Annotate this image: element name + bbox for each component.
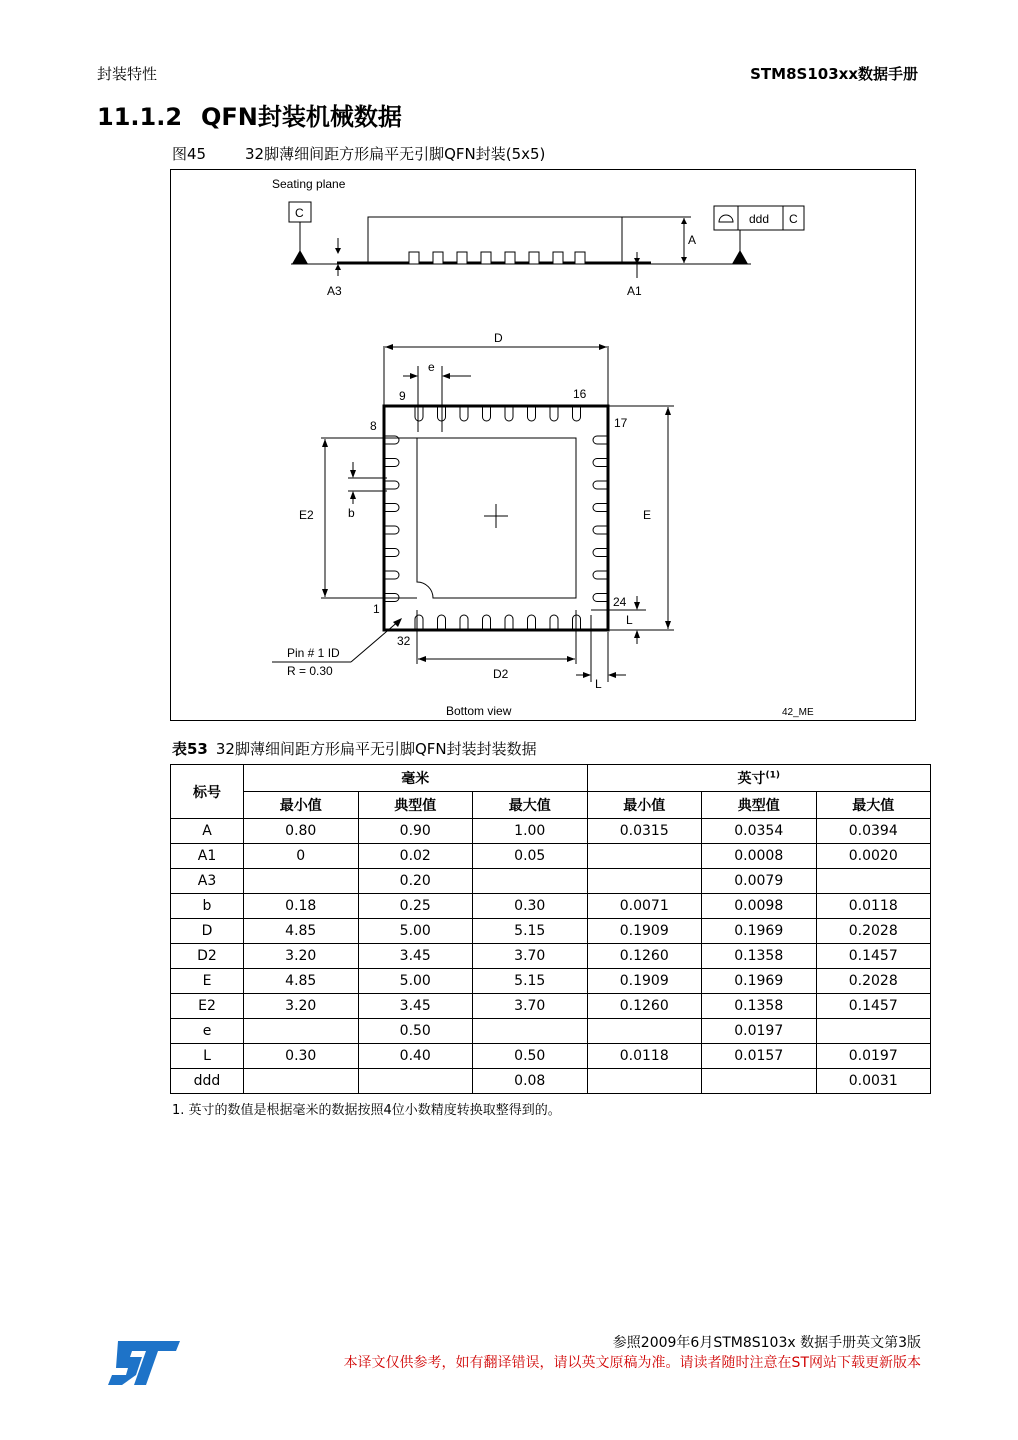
inch-footnote-mark: (1): [765, 770, 780, 781]
section-number: 11.1.2: [97, 103, 183, 131]
value-cell: 1.00: [473, 819, 588, 844]
value-cell: 0.80: [244, 819, 359, 844]
datum-c-label: C: [295, 206, 304, 220]
value-cell: 0.0098: [702, 894, 817, 919]
pad: [593, 594, 607, 602]
value-cell: 0.50: [473, 1044, 588, 1069]
symbol-cell: E2: [171, 994, 244, 1019]
pad: [385, 436, 399, 444]
tolerance-ddd-label: ddd: [749, 212, 770, 226]
inch-min-header: 最小值: [587, 792, 702, 819]
value-cell: 0.1457: [816, 994, 931, 1019]
figure-label: 图45: [172, 145, 207, 163]
value-cell: [473, 869, 588, 894]
symbol-cell: A1: [171, 844, 244, 869]
value-cell: 0.90: [358, 819, 473, 844]
seating-plane-label: Seating plane: [272, 177, 346, 191]
value-cell: 0.0118: [816, 894, 931, 919]
dim-d-label: D: [494, 331, 503, 345]
value-cell: 0.30: [473, 894, 588, 919]
symbol-cell: A3: [171, 869, 244, 894]
value-cell: 0.1260: [587, 994, 702, 1019]
pin-16-label: 16: [573, 387, 587, 401]
mm-typ-header: 典型值: [358, 792, 473, 819]
pad: [573, 407, 581, 421]
table-row: [171, 994, 931, 1019]
mm-header: 毫米: [244, 765, 588, 792]
dim-d2-label: D2: [493, 667, 509, 681]
symbol-cell: e: [171, 1019, 244, 1044]
value-cell: 0.2028: [816, 919, 931, 944]
section-heading: [97, 97, 402, 132]
value-cell: 0.40: [358, 1044, 473, 1069]
symbol-cell: E: [171, 969, 244, 994]
value-cell: 0.18: [244, 894, 359, 919]
pad: [483, 615, 491, 629]
package-data-table: [170, 764, 931, 1094]
inch-max-header: 最大值: [816, 792, 931, 819]
value-cell: 3.45: [358, 994, 473, 1019]
pad: [415, 615, 423, 629]
pin-1-label: 1: [373, 602, 380, 616]
value-cell: 4.85: [244, 969, 359, 994]
bottom-view-label: Bottom view: [446, 704, 512, 718]
pad: [528, 407, 536, 421]
value-cell: 0.0071: [587, 894, 702, 919]
inch-typ-header: 典型值: [702, 792, 817, 819]
pad: [385, 526, 399, 534]
figure-caption: [172, 143, 545, 164]
value-cell: 0.02: [358, 844, 473, 869]
pad: [483, 407, 491, 421]
value-cell: 0.1969: [702, 969, 817, 994]
value-cell: 0.1909: [587, 919, 702, 944]
symbol-cell: b: [171, 894, 244, 919]
value-cell: 0.2028: [816, 969, 931, 994]
value-cell: 0.0118: [587, 1044, 702, 1069]
seating-triangle-right: [732, 250, 748, 264]
table-row: [171, 1069, 931, 1094]
value-cell: 3.45: [358, 944, 473, 969]
pin-17-label: 17: [614, 416, 628, 430]
mm-min-header: 最小值: [244, 792, 359, 819]
pad: [550, 407, 558, 421]
value-cell: 0.25: [358, 894, 473, 919]
value-cell: 0.0157: [702, 1044, 817, 1069]
pad: [385, 571, 399, 579]
mm-max-header: 最大值: [473, 792, 588, 819]
value-cell: [587, 1019, 702, 1044]
value-cell: [244, 869, 359, 894]
value-cell: 0.08: [473, 1069, 588, 1094]
value-cell: 5.00: [358, 969, 473, 994]
pad: [385, 549, 399, 557]
header-section-name: 封装特性: [97, 65, 158, 83]
pad: [385, 504, 399, 512]
pad: [460, 407, 468, 421]
header-document-title: STM8S103xx数据手册: [750, 65, 918, 83]
section-title: QFN封装机械数据: [201, 103, 402, 131]
pad: [593, 481, 607, 489]
table-label: 表53: [172, 740, 208, 758]
value-cell: [816, 869, 931, 894]
value-cell: 0.50: [358, 1019, 473, 1044]
pin-24-label: 24: [613, 595, 627, 609]
value-cell: 5.15: [473, 969, 588, 994]
table-row: [171, 1019, 931, 1044]
symbol-cell: D2: [171, 944, 244, 969]
dim-e2-label: E2: [299, 508, 314, 522]
value-cell: 0.0354: [702, 819, 817, 844]
symbol-header: 标号: [171, 765, 244, 819]
table-row: [171, 1044, 931, 1069]
dim-big-e-label: E: [643, 508, 652, 522]
value-cell: [587, 844, 702, 869]
pin1-radius-label: R = 0.30: [287, 664, 333, 678]
pad: [593, 504, 607, 512]
pad: [593, 549, 607, 557]
dim-e-pitch-label: e: [428, 360, 435, 374]
table-footnote: 1. 英寸的数值是根据毫米的数据按照4位小数精度转换取整得到的。: [172, 1103, 561, 1118]
table-caption: [172, 738, 537, 759]
value-cell: 3.20: [244, 994, 359, 1019]
flatness-icon: [719, 215, 733, 222]
pad: [550, 615, 558, 629]
value-cell: [244, 1069, 359, 1094]
dim-b-label: b: [348, 506, 355, 520]
tolerance-datum-c-label: C: [789, 212, 798, 226]
pad: [415, 407, 423, 421]
table-row: [171, 844, 931, 869]
pad: [593, 571, 607, 579]
qfn-package-drawing: [170, 169, 916, 721]
pin-9-label: 9: [399, 389, 406, 403]
value-cell: 0.1358: [702, 944, 817, 969]
value-cell: 3.70: [473, 994, 588, 1019]
table-caption-text: 32脚薄细间距方形扁平无引脚QFN封装封装数据: [215, 740, 537, 758]
value-cell: 3.70: [473, 944, 588, 969]
dim-a3-label: A3: [327, 284, 342, 298]
value-cell: 0.0008: [702, 844, 817, 869]
value-cell: 0.1457: [816, 944, 931, 969]
pad: [385, 459, 399, 467]
table-row: [171, 919, 931, 944]
table-body: [171, 819, 931, 1094]
inch-header: 英寸$^{(1)}$: [587, 765, 931, 792]
footer-reference: 参照2009年6月STM8S103x 数据手册英文第3版: [612, 1335, 921, 1351]
value-cell: 0.0079: [702, 869, 817, 894]
value-cell: 3.20: [244, 944, 359, 969]
value-cell: 0.1969: [702, 919, 817, 944]
value-cell: 0.20: [358, 869, 473, 894]
value-cell: [473, 1019, 588, 1044]
st-logo: [108, 1338, 182, 1388]
table-row: [171, 869, 931, 894]
pad: [505, 407, 513, 421]
dim-l-bottom-label: L: [595, 677, 602, 691]
value-cell: 0.1260: [587, 944, 702, 969]
value-cell: [358, 1069, 473, 1094]
pad: [460, 615, 468, 629]
dim-a-label: A: [688, 233, 697, 247]
table-row: [171, 819, 931, 844]
table-row: [171, 944, 931, 969]
pad: [593, 436, 607, 444]
table-row: [171, 969, 931, 994]
pin1-id-label: Pin # 1 ID: [287, 646, 340, 660]
symbol-cell: ddd: [171, 1069, 244, 1094]
value-cell: 0.30: [244, 1044, 359, 1069]
value-cell: [702, 1069, 817, 1094]
drawing-code-label: 42_ME: [782, 707, 814, 718]
value-cell: 0.1909: [587, 969, 702, 994]
pad: [593, 526, 607, 534]
symbol-cell: L: [171, 1044, 244, 1069]
value-cell: 0.0197: [702, 1019, 817, 1044]
pad: [593, 459, 607, 467]
pad: [528, 615, 536, 629]
value-cell: 0: [244, 844, 359, 869]
symbol-cell: A: [171, 819, 244, 844]
pad: [438, 615, 446, 629]
value-cell: [587, 1069, 702, 1094]
figure-caption-text: 32脚薄细间距方形扁平无引脚QFN封装(5x5): [245, 145, 546, 163]
pin-8-label: 8: [370, 419, 377, 433]
table-row: [171, 894, 931, 919]
value-cell: 0.0031: [816, 1069, 931, 1094]
value-cell: 5.00: [358, 919, 473, 944]
value-cell: 0.05: [473, 844, 588, 869]
pad: [385, 481, 399, 489]
seating-triangle-left: [292, 250, 308, 264]
value-cell: [816, 1019, 931, 1044]
value-cell: 4.85: [244, 919, 359, 944]
value-cell: 0.0020: [816, 844, 931, 869]
value-cell: 0.0394: [816, 819, 931, 844]
value-cell: 0.0315: [587, 819, 702, 844]
value-cell: 5.15: [473, 919, 588, 944]
value-cell: 0.1358: [702, 994, 817, 1019]
pin-32-label: 32: [397, 634, 411, 648]
value-cell: 0.0197: [816, 1044, 931, 1069]
sub-header-row: [171, 792, 931, 819]
value-cell: [244, 1019, 359, 1044]
dim-l-right-label: L: [626, 613, 633, 627]
value-cell: [587, 869, 702, 894]
dim-a1-label: A1: [627, 284, 642, 298]
footer-disclaimer: 本译文仅供参考，如有翻译错误，请以英文原稿为准。请读者随时注意在ST网站下载更新版本: [343, 1355, 921, 1371]
symbol-cell: D: [171, 919, 244, 944]
pad: [505, 615, 513, 629]
